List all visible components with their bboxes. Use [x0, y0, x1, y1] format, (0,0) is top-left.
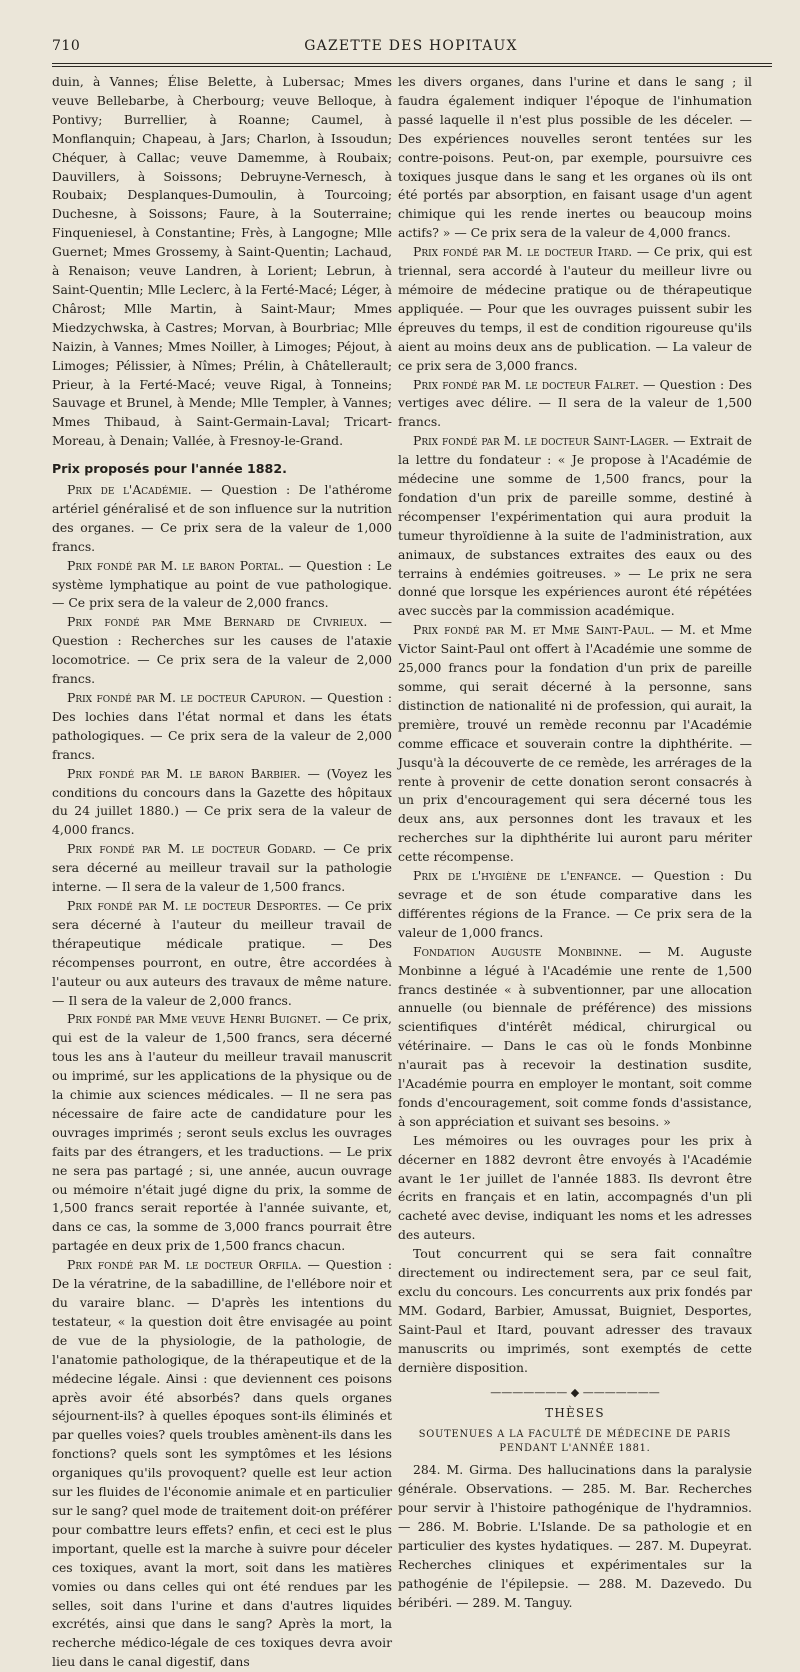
prize-label: Prix fondé par M. le baron Portal. — [67, 557, 284, 573]
prize-paragraph — [398, 943, 752, 1132]
prize-label: Prix fondé par M. le docteur Itard. — [413, 244, 633, 260]
prize-paragraph — [52, 689, 392, 765]
prize-paragraph — [52, 840, 392, 897]
prize-text: — M. Auguste Monbinne a légué à l'Académie une rente de 1,500 francs destinée « à subventionner, par une allocation annuelle (ou biennale de préférence) des missions scientifiques d'intérêt médical, chirurgical ou vétérinaire. — Dans le cas où le fonds Monbinne n'aurait pas à recevoir la destination susdite, l'Académie pourra en employer le montant, soit comme fonds d'encouragement, soit comme fonds d'assistance, à son appréciation et suivant ses besoins. » — [398, 943, 752, 1129]
prize-text: — Ce prix sera décerné au meilleur travail sur la pathologie interne. — Il sera de la valeur de 1,500 francs. — [52, 841, 393, 895]
header-rule-thin — [52, 66, 772, 67]
prize-text: — Ce prix sera décerné à l'auteur du meilleur travail de thérapeutique médicale pratique. — Des récompenses pourront, en outre, être accordées à l'auteur ou aux auteurs des travaux de même nature. — Il sera de la valeur de 2,000 francs. — [52, 897, 392, 1008]
donor-list: duin, à Vannes; Élise Belette, à Lubersac; Mmes veuve Bellebarbe, à Cherbourg; veuve Belloque, à Pontivy; Burrellier, à Roanne; Caumel, à Monflanquin; Chapeau, à Jars; Charlon, à Issoudun; Chéquer, à Callac; veuve Damemme, à Roubaix; Dauvillers, à Soissons; Debruyne-Vernesch, à Roubaix; Desplanques-Dumoulin, à Tourcoing; Duchesne, à Soissons; Faure, à la Souterraine; Finqueniesel, à Constantine; Frès, à Langogne; Mlle Guernet; Mmes Grossemy, à Saint-Quentin; Lachaud, à Renaison; veuve Landren, à Lorient; Lebrun, à Saint-Quentin; Mlle Leclerc, à la Ferté-Macé; Léger, à Chârost; Mlle Martin, à Saint-Maur; Mmes Miedzychwska, à Castres; Morvan, à Bourbriac; Mlle Naizin, à Vannes; Mmes Noiller, à Limoges; Péjout, à Limoges; Pélissier, à Nîmes; Prélin, à Châtellerault; Prieur, à la Ferté-Macé; veuve Rigal, à Tonneins; Sauvage et Brunel, à Mende; Mlle Templer, à Vannes; Mmes Thibaud, à Saint-Germain-Laval; Tricart-Moreau, à Denain; Vallée, à Fresnoy-le-Grand. — [52, 74, 392, 449]
prize-label: Prix fondé par M. le docteur Godard. — [67, 841, 317, 857]
theses-subheading — [398, 1428, 752, 1456]
right-column — [398, 73, 752, 1613]
prize-text: — Question : Recherches sur les causes de l'ataxie locomotrice. — Ce prix sera de la valeur de 2,000 francs. — [52, 614, 392, 687]
prize-paragraph — [52, 481, 392, 557]
prize-text: — Question : De l'athérome artériel généralisé et de son influence sur la nutrition des organes. — Ce prix sera de la valeur de 1,000 francs. — [52, 482, 392, 554]
theses-list: 284. M. Girma. Des hallucinations dans la paralysie générale. Observations. — 285. M. Bar. Recherches pour servir à l'histoire pathogénique de l'hydramnios. — 286. M. Bobrie. L'Islande. De sa pathologie et en particulier des kystes hydatiques. — 287. M. Dupeyrat. Recherches cliniques et expérimentales sur la pathogénie de l'épilepsie. — 288. M. Dazevedo. Du béribéri. — 289. M. Tanguy. — [398, 1462, 752, 1610]
prize-label: Prix de l'Académie. — [67, 482, 192, 498]
prize-paragraph — [398, 376, 752, 433]
section-title: Prix proposés pour l'année 1882. — [52, 461, 287, 477]
prize-text: — Question : Des lochies dans l'état normal et dans les états pathologiques. — Ce prix sera de la valeur de 2,000 francs. — [52, 690, 393, 762]
prize-paragraph — [398, 432, 752, 621]
prize-label: Fondation Auguste Monbinne. — [413, 943, 623, 959]
left-column — [52, 73, 392, 1672]
prize-text: — (Voyez les conditions du concours dans la Gazette des hôpitaux du 24 juillet 1880.) — Ce prix sera de la valeur de 4,000 francs. — [52, 765, 393, 838]
prize-label: Prix fondé par Mme veuve Henri Buignet. — [67, 1011, 322, 1027]
theses-subtitle-line1: SOUTENUES A LA FACULTÉ DE MÉDECINE DE PARIS — [418, 1429, 732, 1441]
prize-text: — M. et Mme Victor Saint-Paul ont offert à l'Académie une somme de 25,000 francs pour la fondation d'un prix de pareille somme, qui serait décerné à la personne, sans distinction de nationalité ni de profession, qui aurait, la première, trouvé un remède reconnu par l'Académie comme efficace et souverain contre la diphthérite. — Jusqu'à la découverte de ce remède, les arrérages de la rente à provenir de cette donation seront consacrés à un prix d'encouragement qui sera décerné tous les deux ans, aux personnes dont les travaux et les recherches sur la diphthérite lui auront paru mériter cette récompense. — [398, 622, 752, 865]
prize-label: Prix fondé par M. le docteur Orfila. — [67, 1257, 302, 1273]
prize-label: Prix fondé par M. le docteur Falret. — [413, 376, 639, 392]
header-rule-thick — [52, 63, 772, 64]
page-number: 710 — [52, 38, 81, 54]
section-heading — [52, 460, 392, 479]
prize-paragraph — [52, 1010, 392, 1256]
prize-paragraph — [52, 897, 392, 1010]
prize-paragraph — [52, 613, 392, 689]
theses-subtitle-line2: PENDANT L'ANNÉE 1881. — [499, 1443, 651, 1455]
prize-label: Prix fondé par Mme Bernard de Civrieux. — [67, 614, 368, 630]
prize-paragraph — [398, 621, 752, 867]
prize-label: Prix fondé par M. le docteur Capuron. — [67, 690, 306, 705]
prize-label: Prix fondé par M. le docteur Saint-Lager. — [413, 433, 670, 449]
prize-label: Prix fondé par M. le baron Barbier. — [67, 765, 301, 781]
prize-paragraph — [52, 765, 392, 841]
rules-paragraph: Les mémoires ou les ouvrages pour les prix à décerner en 1882 devront être envoyés à l'Académie avant le 1er juillet de l'année 1883. Ils devront être écrits en français et en latin, accompagnés d'un pli cacheté avec devise, indiquant les noms et les adresses des auteurs. — [398, 1132, 752, 1243]
theses-heading: THÈSES — [545, 1405, 605, 1420]
prize-text: — Ce prix, qui est de la valeur de 1,500 francs, sera décerné tous les ans à l'auteur du meilleur travail manuscrit ou imprimé, sur les applications de la physique ou de la chimie aux sciences médicales. — Il ne sera pas nécessaire de faire acte de candidature pour les ouvrages imprimés ; seront seuls exclus les ouvrages faits par des étrangers, et les traductions. — Le prix ne sera pas partagé ; si, une année, aucun ouvrage ou mémoire n'était jugé digne du prix, la somme de 1,500 francs serait reportée à l'année suivante, et, dans ce cas, la somme de 3,000 francs pourrait être partagée en deux prix de 1,500 francs chacun. — [52, 1011, 392, 1254]
prize-paragraph — [398, 243, 752, 375]
prize-label: Prix de l'hygiène de l'enfance. — [413, 868, 622, 884]
prize-label: Prix fondé par M. et Mme Saint-Paul. — [413, 622, 655, 638]
section-separator: ——————— ◆ ——————— — [490, 1385, 660, 1399]
prize-paragraph — [52, 557, 392, 614]
prize-text: — Ce prix, qui est triennal, sera accordé à l'auteur du meilleur livre ou mémoire de médecine pratique ou de thérapeutique appliquée. — Pour que les ouvrages puissent subir les épreuves du temps, il est de condition rigoureuse qu'ils aient au moins deux ans de publication. — La valeur de ce prix sera de 3,000 francs. — [398, 244, 753, 373]
prize-text: — Question : Le système lymphatique au point de vue pathologique. — Ce prix sera de la valeur de 2,000 francs. — [52, 557, 392, 611]
prize-paragraph — [398, 867, 752, 943]
continuation-paragraph: les divers organes, dans l'urine et dans le sang ; il faudra également indiquer l'époque de l'inhumation passé laquelle il n'est plus possible de les déceler. — Des expériences nouvelles seront tentées sur les contre-poisons. Peut-on, par exemple, poursuivre ces toxiques jusque dans le sang et les organes où ils ont été portés par absorption, en faisant usage d'un agent chimique qui les rende inertes ou beaucoup moins actifs? » — Ce prix sera de la valeur de 4,000 francs. — [398, 74, 752, 241]
prize-text: — Question : Des vertiges avec délire. — Il sera de la valeur de 1,500 francs. — [398, 376, 752, 430]
rules-paragraph: Tout concurrent qui se sera fait connaître directement ou indirectement sera, par ce seul fait, exclu du concours. Les concurrents aux prix fondés par MM. Godard, Barbier, Amussat, Buigniet, Desportes, Saint-Paul et Itard, pouvant adresser des travaux manuscrits ou imprimés, sont exemptés de cette dernière disposition. — [398, 1246, 752, 1375]
prize-text: — Question : Du sevrage et de son étude comparative dans les différentes régions de la France. — Ce prix sera de la valeur de 1,000 francs. — [398, 868, 752, 940]
prize-label: Prix fondé par M. le docteur Desportes. — [67, 897, 322, 913]
prize-text: — Extrait de la lettre du fondateur : « Je propose à l'Académie de médecine une somme de 1,500 francs, pour la fondation d'un prix de pareille somme, destiné à récompenser l'expérimentation qui aura produit la tumeur thyroïdienne à la suite de l'administration, aux animaux, de substances extraites des eaux ou des terrains à endémies goitreuses. » — Le prix ne sera donné que lorsque les expériences auront été répétées avec succès par la commission académique. — [398, 433, 752, 619]
prize-paragraph — [52, 1256, 392, 1672]
page-header — [52, 38, 770, 60]
prize-text: — Question : De la vératrine, de la sabadilline, de l'ellébore noir et du varaire blanc. — D'après les intentions du testateur, « la question doit être envisagée au point de vue de la physiologie, de la pathologie, de l'anatomie pathologique, de la thérapeutique et de la médecine légale. Ainsi : que deviennent ces poisons après avoir été absorbés? dans quels organes séjournent-ils? à quelles époques sont-ils éliminés et par quelles voies? quels troubles amènent-ils dans les fonctions? quels sont les symptômes et les lésions organiques qu'ils provoquent? quelle est leur action sur les fluides de l'économie animale et en particulier sur le sang? quel mode de traitement doit-on préférer pour combattre leurs effets? enfin, et ceci est le plus important, quelle est la marche à suivre pour déceler ces toxiques, avant la mort, soit dans les matières vomies ou dans celles qui ont été rendues par les selles, soit dans l'urine et dans d'autres liquides excrétés, ainsi que dans le sang? Après la mort, la recherche médico-légale de ces toxiques devra avoir lieu dans le canal digestif, dans — [52, 1257, 393, 1670]
publication-title: GAZETTE DES HOPITAUX — [304, 38, 518, 54]
